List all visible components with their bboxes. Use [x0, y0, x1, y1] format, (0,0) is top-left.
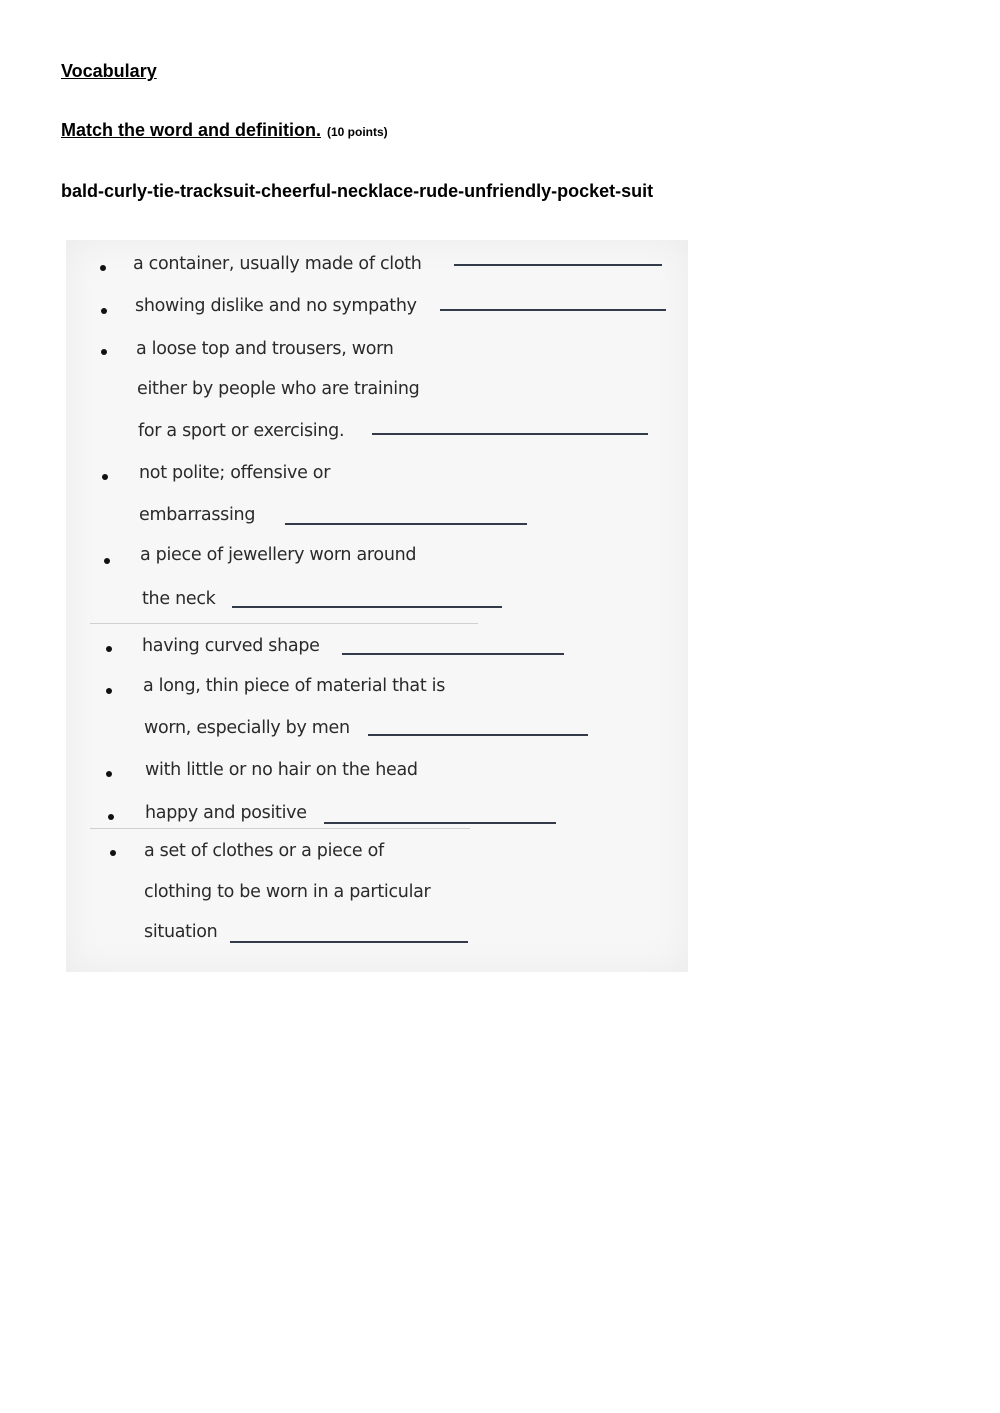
answer-blank[interactable]	[285, 523, 527, 525]
bullet	[106, 688, 112, 694]
definition-line: clothing to be worn in a particular	[144, 882, 431, 902]
bullet	[102, 474, 108, 480]
definition-line: a set of clothes or a piece of	[144, 841, 384, 861]
definition-line: showing dislike and no sympathy	[135, 296, 417, 316]
definition-line: the neck	[142, 589, 216, 609]
word-bank: bald-curly-tie-tracksuit-cheerful-necklace-rude-unfriendly-pocket-suit	[61, 181, 654, 201]
answer-blank[interactable]	[342, 653, 564, 655]
points-label: (10 points)	[327, 125, 388, 139]
answer-blank[interactable]	[232, 606, 502, 608]
answer-blank[interactable]	[324, 822, 556, 824]
definition-line: with little or no hair on the head	[145, 760, 418, 780]
definition-line: embarrassing	[139, 505, 256, 525]
bullet	[106, 771, 112, 777]
definition-line: situation	[144, 922, 218, 942]
bullet	[100, 265, 106, 271]
definition-line: either by people who are training	[137, 379, 420, 399]
vocabulary-heading: Vocabulary	[61, 61, 157, 81]
answer-blank[interactable]	[372, 433, 648, 435]
definition-line: a piece of jewellery worn around	[140, 545, 417, 565]
answer-blank[interactable]	[230, 941, 468, 943]
scan-divider	[90, 623, 478, 624]
answer-blank[interactable]	[368, 734, 588, 736]
answer-blank[interactable]	[454, 264, 662, 266]
bullet	[110, 850, 116, 856]
instructions-text: Match the word and definition.	[61, 120, 321, 140]
definition-line: a loose top and trousers, worn	[136, 339, 394, 359]
bullet	[106, 646, 112, 652]
answer-blank[interactable]	[440, 309, 666, 311]
definition-line: having curved shape	[142, 636, 320, 656]
definition-line: not polite; offensive or	[139, 463, 331, 483]
bullet	[104, 558, 110, 564]
scan-divider	[90, 828, 470, 829]
definition-line: for a sport or exercising.	[138, 421, 345, 441]
definition-line: a container, usually made of cloth	[133, 254, 422, 274]
bullet	[108, 814, 114, 820]
definition-line: a long, thin piece of material that is	[143, 676, 446, 696]
instructions	[61, 120, 388, 141]
definition-line: happy and positive	[145, 803, 307, 823]
bullet	[101, 308, 107, 314]
definition-line: worn, especially by men	[144, 718, 350, 738]
scanned-definitions	[66, 240, 688, 972]
bullet	[101, 349, 107, 355]
